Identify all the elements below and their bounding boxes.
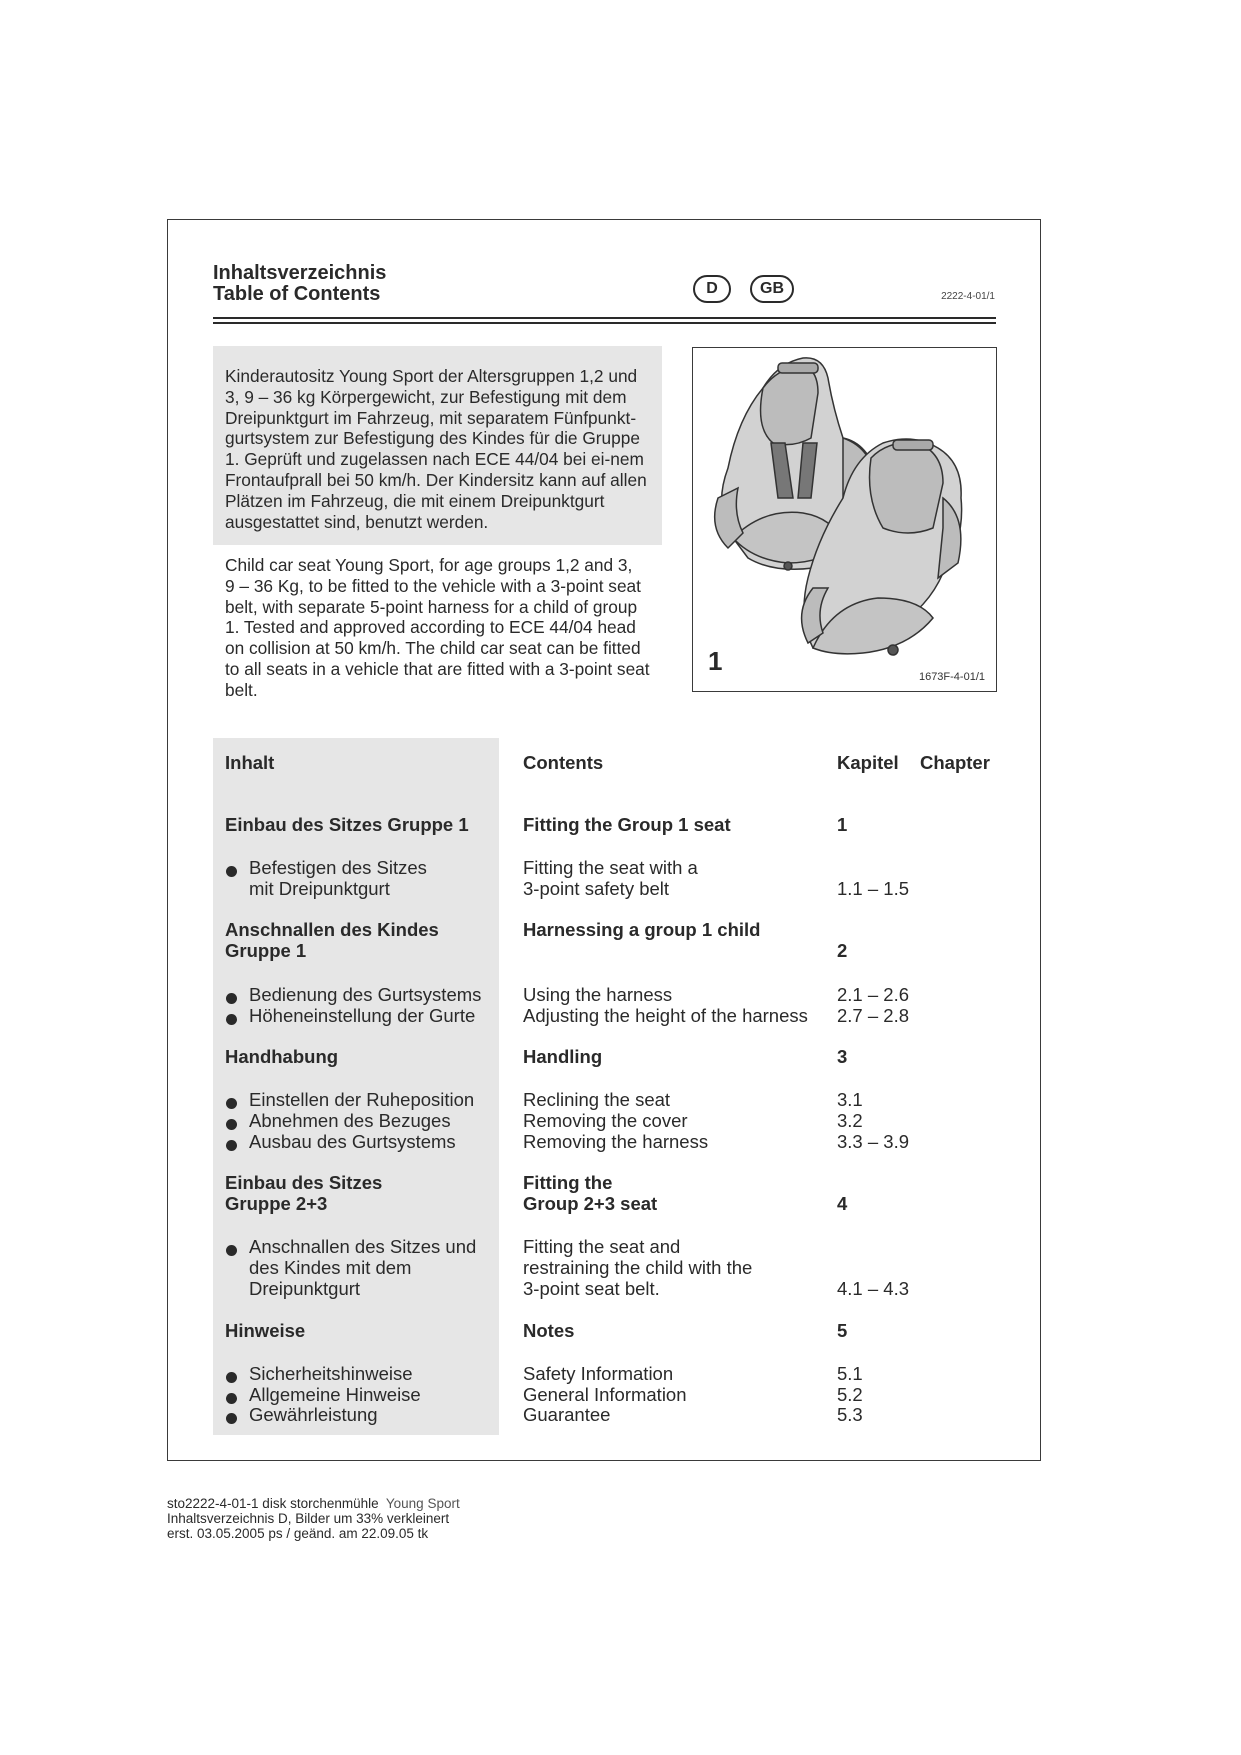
toc-s3-sub-ch-2: 3.3 – 3.9 — [837, 1131, 910, 1152]
toc-s3-sub-en-0: Reclining the seat — [523, 1089, 671, 1110]
toc-s5-sub-ch-2: 5.3 — [837, 1404, 863, 1425]
toc-s5-sub-en-0: Safety Information — [523, 1363, 674, 1384]
toc-header-kapitel: Kapitel — [837, 752, 899, 773]
toc-s3-sub-de-2: Ausbau des Gurtsystems — [249, 1131, 456, 1152]
header-rule-top — [213, 317, 996, 319]
bullet — [226, 1014, 237, 1025]
toc-s1-sub-de-0: Befestigen des Sitzes — [249, 857, 427, 878]
toc-s5-sub-de-0: Sicherheitshinweise — [249, 1363, 413, 1384]
toc-s5-sub-en-1: General Information — [523, 1384, 687, 1405]
toc-s3-sub-ch-0: 3.1 — [837, 1089, 863, 1110]
footer-line1b: Young Sport — [385, 1496, 460, 1511]
title-de: Inhaltsverzeichnis — [213, 262, 387, 284]
title-en: Table of Contents — [213, 283, 381, 305]
toc-s3-sub-en-1: Removing the cover — [523, 1110, 688, 1131]
toc-s3-sub-de-1: Abnehmen des Bezuges — [249, 1110, 451, 1131]
footer-line1a: sto2222-4-01-1 disk storchenmühle — [167, 1496, 379, 1511]
bullet — [226, 1413, 237, 1424]
toc-s2-sub-en-0: Using the harness — [523, 984, 673, 1005]
toc-s3-ch: 3 — [837, 1046, 848, 1067]
bullet — [226, 1119, 237, 1130]
footer-meta — [167, 1496, 460, 1541]
figure-reference: 1673F-4-01/1 — [918, 671, 985, 683]
toc-s2-sub-ch-0: 2.1 – 2.6 — [837, 984, 910, 1005]
toc-s2-sub-de-1: Höheneinstellung der Gurte — [249, 1005, 476, 1026]
toc-s1-ch: 1 — [837, 814, 848, 835]
toc-header-chapter: Chapter — [920, 752, 990, 773]
toc-s5-de: Hinweise — [225, 1320, 306, 1341]
intro-en-text: Child car seat Young Sport, for age groups 1,2 and 3, 9 – 36 Kg, to be fitted to the vehicle with a 3-point seat belt, with separate 5-point harness for a child of group 1. Tested and approved according to ECE 44/04 head on collision at 50 km/h. The child car seat can be fitted to all seats in a vehicle that are fitted with a 3-point seat belt. — [225, 555, 650, 700]
toc-s2-de-1: Gruppe 1 — [225, 940, 307, 961]
toc-s4-de-0: Einbau des Sitzes — [225, 1172, 383, 1193]
bullet — [226, 866, 237, 877]
toc-s4-sub-de-1: des Kindes mit dem — [249, 1257, 412, 1278]
toc-s2-en: Harnessing a group 1 child — [523, 919, 761, 940]
toc-s1-sub-en-0: Fitting the seat with a — [523, 857, 698, 878]
toc-s3-sub-de-0: Einstellen der Ruheposition — [249, 1089, 475, 1110]
toc-s2-ch: 2 — [837, 940, 848, 961]
bullet — [226, 1245, 237, 1256]
toc-s1-de: Einbau des Sitzes Gruppe 1 — [225, 814, 469, 835]
toc-s4-en-0: Fitting the — [523, 1172, 613, 1193]
toc-s4-sub-de-2: Dreipunktgurt — [249, 1278, 361, 1299]
toc-s4-en-1: Group 2+3 seat — [523, 1193, 658, 1214]
toc-s4-sub-en-0: Fitting the seat and — [523, 1236, 681, 1257]
lang-badge-de: D — [693, 275, 731, 303]
figure-car-seats — [692, 347, 997, 692]
bullet — [226, 1140, 237, 1151]
toc-s5-sub-ch-1: 5.2 — [837, 1384, 863, 1405]
bullet — [226, 1372, 237, 1383]
toc-s5-sub-de-1: Allgemeine Hinweise — [249, 1384, 421, 1405]
bullet — [226, 993, 237, 1004]
toc-s5-sub-de-2: Gewährleistung — [249, 1404, 378, 1425]
toc-s4-ch: 4 — [837, 1193, 848, 1214]
toc-header-inhalt: Inhalt — [225, 752, 275, 773]
car-seat-illustration — [693, 348, 995, 690]
toc-s4-de-1: Gruppe 2+3 — [225, 1193, 328, 1214]
toc-s4-sub-en-2: 3-point seat belt. — [523, 1278, 660, 1299]
toc-s4-sub-ch: 4.1 – 4.3 — [837, 1278, 910, 1299]
toc-s1-sub-de-1: mit Dreipunktgurt — [249, 878, 390, 899]
bullet — [226, 1393, 237, 1404]
bullet — [226, 1098, 237, 1109]
toc-s3-de: Handhabung — [225, 1046, 339, 1067]
toc-s5-ch: 5 — [837, 1320, 848, 1341]
toc-s1-sub-ch: 1.1 – 1.5 — [837, 878, 910, 899]
toc-s2-sub-ch-1: 2.7 – 2.8 — [837, 1005, 910, 1026]
toc-s3-sub-en-2: Removing the harness — [523, 1131, 709, 1152]
toc-s1-en: Fitting the Group 1 seat — [523, 814, 731, 835]
toc-s3-sub-ch-1: 3.2 — [837, 1110, 863, 1131]
header-rule-bottom — [213, 322, 996, 324]
lang-badge-gb: GB — [750, 275, 794, 303]
toc-header-contents: Contents — [523, 752, 604, 773]
intro-de-text: Kinderautositz Young Sport der Altersgruppen 1,2 und 3, 9 – 36 kg Körpergewicht, zur Befestigung mit dem Dreipunktgurt im Fahrzeug, mit separatem Fünfpunkt- gurtsystem zur Befestigung des Kindes für die Gruppe 1. Geprüft und zugelassen nach ECE 44/04 bei ei-nem Frontaufprall bei 50 km/h. Der Kindersitz kann auf allen Plätzen im Fahrzeug, die mit einem Dreipunktgurt ausgestattet sind, benutzt werden. — [225, 366, 647, 532]
footer-line3: erst. 03.05.2005 ps / geänd. am 22.09.05 tk — [167, 1526, 429, 1541]
doc-reference: 2222-4-01/1 — [941, 291, 995, 302]
toc-s2-de-0: Anschnallen des Kindes — [225, 919, 439, 940]
toc-s3-en: Handling — [523, 1046, 603, 1067]
toc-s5-en: Notes — [523, 1320, 575, 1341]
toc-s2-sub-en-1: Adjusting the height of the harness — [523, 1005, 808, 1026]
figure-number: 1 — [708, 646, 723, 676]
toc-s2-sub-de-0: Bedienung des Gurtsystems — [249, 984, 482, 1005]
toc-s5-sub-en-2: Guarantee — [523, 1404, 611, 1425]
footer-line2: Inhaltsverzeichnis D, Bilder um 33% verkleinert — [167, 1511, 450, 1526]
toc-s1-sub-en-1: 3-point safety belt — [523, 878, 670, 899]
toc-s4-sub-en-1: restraining the child with the — [523, 1257, 753, 1278]
toc-s4-sub-de-0: Anschnallen des Sitzes und — [249, 1236, 477, 1257]
toc-s5-sub-ch-0: 5.1 — [837, 1363, 863, 1384]
